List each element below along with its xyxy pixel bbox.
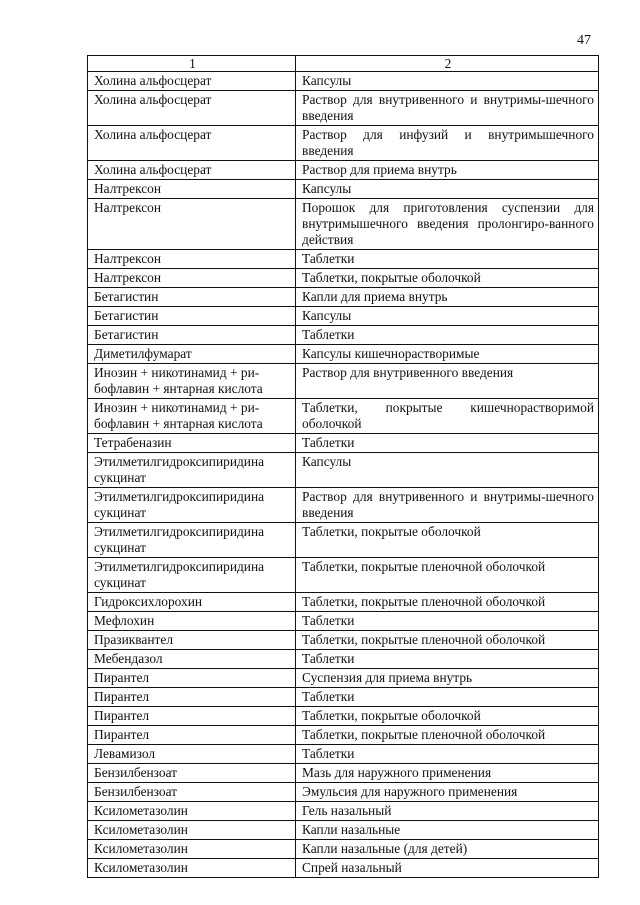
dosage-form-cell: Таблетки, покрытые пленочной оболочкой	[296, 558, 599, 593]
dosage-form-cell: Таблетки	[296, 745, 599, 764]
dosage-form-cell: Таблетки, покрытые оболочкой	[296, 707, 599, 726]
table-row	[88, 91, 599, 126]
table-row	[88, 488, 599, 523]
substance-cell: Ксилометазолин	[88, 802, 296, 821]
table-row	[88, 612, 599, 631]
dosage-form-cell: Капсулы кишечнорастворимые	[296, 345, 599, 364]
substance-cell: Бетагистин	[88, 326, 296, 345]
dosage-form-cell: Таблетки	[296, 250, 599, 269]
table-row	[88, 326, 599, 345]
table-row	[88, 307, 599, 326]
column-header-1: 1	[88, 56, 296, 72]
dosage-form-cell: Капсулы	[296, 180, 599, 199]
table-row	[88, 72, 599, 91]
table-row	[88, 707, 599, 726]
substance-cell: Ксилометазолин	[88, 859, 296, 878]
column-header-2: 2	[296, 56, 599, 72]
substance-cell: Этилметилгидроксипиридина сукцинат	[88, 488, 296, 523]
table-row	[88, 288, 599, 307]
substance-cell: Холина альфосцерат	[88, 91, 296, 126]
substance-cell: Мебендазол	[88, 650, 296, 669]
substance-cell: Холина альфосцерат	[88, 161, 296, 180]
dosage-form-cell: Таблетки, покрытые пленочной оболочкой	[296, 726, 599, 745]
dosage-form-cell: Мазь для наружного применения	[296, 764, 599, 783]
table-row	[88, 726, 599, 745]
table-row	[88, 631, 599, 650]
table-row	[88, 821, 599, 840]
dosage-form-cell: Таблетки, покрытые оболочкой	[296, 523, 599, 558]
dosage-form-cell: Раствор для внутривенного введения	[296, 364, 599, 399]
table-row	[88, 593, 599, 612]
table-row	[88, 126, 599, 161]
substance-cell: Налтрексон	[88, 180, 296, 199]
substance-cell: Бетагистин	[88, 288, 296, 307]
dosage-form-cell: Таблетки	[296, 326, 599, 345]
substance-cell: Налтрексон	[88, 250, 296, 269]
table-row	[88, 161, 599, 180]
substance-cell: Налтрексон	[88, 269, 296, 288]
dosage-form-cell: Таблетки	[296, 434, 599, 453]
substance-cell: Пирантел	[88, 707, 296, 726]
table-row	[88, 269, 599, 288]
table-row	[88, 199, 599, 250]
table-row	[88, 783, 599, 802]
substance-cell: Ксилометазолин	[88, 840, 296, 859]
substance-cell: Пирантел	[88, 669, 296, 688]
dosage-form-cell: Таблетки, покрытые кишечнорастворимой оболочкой	[296, 399, 599, 434]
substance-cell: Тетрабеназин	[88, 434, 296, 453]
table-row	[88, 399, 599, 434]
table-row	[88, 745, 599, 764]
drug-forms-table	[87, 55, 599, 878]
table-row	[88, 669, 599, 688]
substance-cell: Диметилфумарат	[88, 345, 296, 364]
dosage-form-cell: Капсулы	[296, 72, 599, 91]
dosage-form-cell: Раствор для внутривенного и внутримы-шечного введения	[296, 91, 599, 126]
substance-cell: Пирантел	[88, 688, 296, 707]
substance-cell: Этилметилгидроксипиридина сукцинат	[88, 558, 296, 593]
substance-cell: Празиквантел	[88, 631, 296, 650]
substance-cell: Пирантел	[88, 726, 296, 745]
substance-cell: Ксилометазолин	[88, 821, 296, 840]
page-number: 47	[577, 33, 591, 48]
table-header-row	[88, 56, 599, 72]
substance-cell: Мефлохин	[88, 612, 296, 631]
dosage-form-cell: Порошок для приготовления суспензии для внутримышечного введения пролонгиро-ванного действия	[296, 199, 599, 250]
substance-cell: Бетагистин	[88, 307, 296, 326]
substance-cell: Налтрексон	[88, 199, 296, 250]
substance-cell: Инозин + никотинамид + ри-бофлавин + янтарная кислота	[88, 399, 296, 434]
dosage-form-cell: Таблетки, покрытые оболочкой	[296, 269, 599, 288]
dosage-form-cell: Эмульсия для наружного применения	[296, 783, 599, 802]
table-row	[88, 453, 599, 488]
table-row	[88, 523, 599, 558]
dosage-form-cell: Таблетки, покрытые пленочной оболочкой	[296, 593, 599, 612]
table-row	[88, 859, 599, 878]
substance-cell: Бензилбензоат	[88, 783, 296, 802]
table-row	[88, 764, 599, 783]
substance-cell: Левамизол	[88, 745, 296, 764]
substance-cell: Бензилбензоат	[88, 764, 296, 783]
dosage-form-cell: Таблетки	[296, 688, 599, 707]
dosage-form-cell: Капсулы	[296, 453, 599, 488]
dosage-form-cell: Раствор для инфузий и внутримышечного введения	[296, 126, 599, 161]
table-row	[88, 840, 599, 859]
substance-cell: Инозин + никотинамид + ри-бофлавин + янтарная кислота	[88, 364, 296, 399]
dosage-form-cell: Спрей назальный	[296, 859, 599, 878]
table-row	[88, 434, 599, 453]
dosage-form-cell: Суспензия для приема внутрь	[296, 669, 599, 688]
substance-cell: Этилметилгидроксипиридина сукцинат	[88, 523, 296, 558]
substance-cell: Этилметилгидроксипиридина сукцинат	[88, 453, 296, 488]
dosage-form-cell: Капли назальные	[296, 821, 599, 840]
table-row	[88, 180, 599, 199]
table-row	[88, 250, 599, 269]
table-row	[88, 688, 599, 707]
substance-cell: Холина альфосцерат	[88, 72, 296, 91]
dosage-form-cell: Капли назальные (для детей)	[296, 840, 599, 859]
dosage-form-cell: Гель назальный	[296, 802, 599, 821]
dosage-form-cell: Капли для приема внутрь	[296, 288, 599, 307]
dosage-form-cell: Раствор для внутривенного и внутримы-шечного введения	[296, 488, 599, 523]
dosage-form-cell: Раствор для приема внутрь	[296, 161, 599, 180]
dosage-form-cell: Таблетки, покрытые пленочной оболочкой	[296, 631, 599, 650]
dosage-form-cell: Капсулы	[296, 307, 599, 326]
table-row	[88, 558, 599, 593]
substance-cell: Гидроксихлорохин	[88, 593, 296, 612]
table-row	[88, 802, 599, 821]
table-row	[88, 650, 599, 669]
dosage-form-cell: Таблетки	[296, 650, 599, 669]
substance-cell: Холина альфосцерат	[88, 126, 296, 161]
dosage-form-cell: Таблетки	[296, 612, 599, 631]
table-body	[88, 72, 599, 878]
table-row	[88, 345, 599, 364]
table-row	[88, 364, 599, 399]
